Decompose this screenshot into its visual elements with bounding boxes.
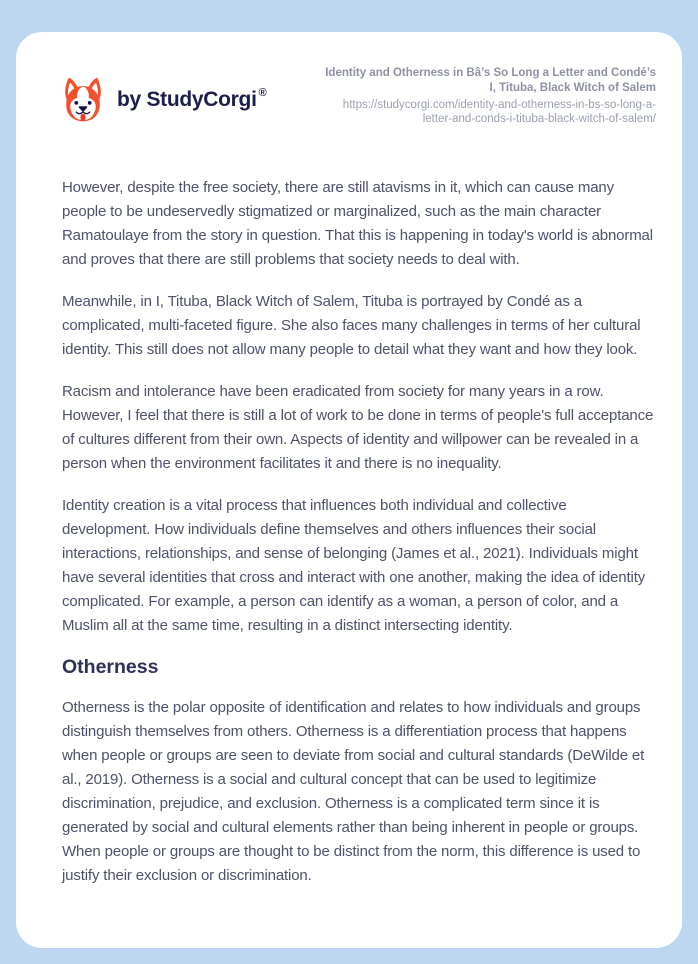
brand-wordmark <box>117 86 267 112</box>
source-url-link[interactable]: https://studycorgi.com/identity-and-otherness-in-bs-so-long-a-letter-and-conds-i-tituba-black-witch-of-salem/ <box>342 99 656 125</box>
document-title: Identity and Otherness in Bâ’s So Long a Letter and Condé’s I, Tituba, Black Witch of Salem <box>325 67 656 94</box>
registered-trademark-symbol: ® <box>258 86 267 99</box>
essay-paragraph: Racism and intolerance have been eradicated from society for many years in a row. However, I feel that there is still a lot of work to be done in terms of people's full acceptance of cultures different from their own. Aspects of identity and willpower can be revealed in a person when the environment facilitates it and there is no inequality. <box>62 383 654 472</box>
studycorgi-brand <box>62 76 267 123</box>
essay-body <box>62 176 656 888</box>
document-card <box>16 32 682 948</box>
document-meta <box>322 66 656 126</box>
essay-paragraph: Identity creation is a vital process that influences both individual and collective development. How individuals define themselves and others influences their social interactions, relationships, and sense of belonging (James et al., 2021). Individuals might have several identities that cross and interact with one another, making the idea of identity complicated. For example, a person can identify as a woman, a person of color, and a Muslim all at the same time, resulting in a distinct intersecting identity. <box>62 497 646 634</box>
essay-paragraph: Otherness is the polar opposite of identification and relates to how individuals and groups distinguish themselves from others. Otherness is a differentiation process that happens when people or groups are seen to deviate from social and cultural standards (DeWilde et al., 2019). Otherness is a social and cultural concept that can be used to legitimize discrimination, prejudice, and exclusion. Otherness is a complicated term since it is generated by social and cultural elements rather than being inherent in people or groups. When people or groups are thought to be distinct from the norm, this difference is used to justify their exclusion or discrimination. <box>62 699 645 884</box>
brand-label: by StudyCorgi <box>117 87 257 111</box>
document-header <box>62 66 656 126</box>
essay-paragraph: However, despite the free society, there are still atavisms in it, which can cause many people to be undeservedly stigmatized or marginalized, such as the main character Ramatoulaye from the story in question. That this is happening in today's world is abnormal and proves that there are still problems that society needs to deal with. <box>62 179 653 268</box>
section-heading-otherness: Otherness <box>62 656 159 678</box>
essay-paragraph: Meanwhile, in I, Tituba, Black Witch of Salem, Tituba is portrayed by Condé as a complicated, multi-faceted figure. She also faces many challenges in terms of her cultural identity. This still does not allow many people to detail what they want and how they look. <box>62 293 641 358</box>
corgi-head-icon <box>62 76 104 123</box>
